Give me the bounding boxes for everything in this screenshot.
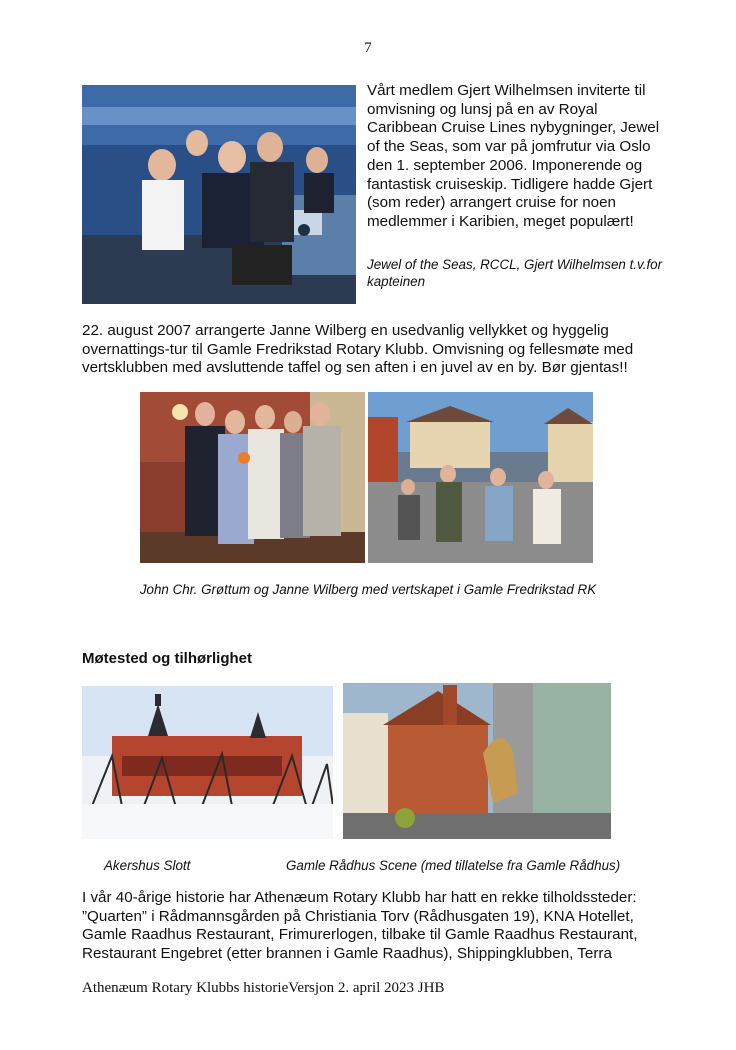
cruise-ship-bridge-photo [82,85,356,304]
meeting-places-paragraph: I vår 40-årige historie har Athenæum Rotary Klubb har hatt en rekke tilholdssteder: ”Quarten” i Rådmannsgården på Christiania Torv (Rådhusgaten 19), KNA Hotellet, Gamle Raadhus Restaurant, Frimurerlogen, tilbake til Gamle Raadhus Restaurant, Restaurant Engebret (etter brannen i Gamle Raadhus), Shippingklubben, Terra [82,889,638,963]
gamle-raadhus-photo [343,683,611,839]
akershus-caption: Akershus Slott [104,858,191,873]
page-number: 7 [364,40,372,56]
fredrikstad-group-photo [140,392,365,563]
section-heading: Møtested og tilhørlighet [82,650,252,667]
cruise-visit-paragraph: Vårt medlem Gjert Wilhelmsen inviterte til omvisning og lunsj på en av Royal Caribbean Cruise Lines nybygninger, Jewel of the Seas, som var på jomfrutur via Oslo den 1. september 2006. Imponerende og fantastisk cruiseskip. Tidligere hadde Gjert (som reder) arrangert cruise for noen medlemmer i Karibien, meget populært! [367,82,660,230]
cruise-photo-caption: Jewel of the Seas, RCCL, Gjert Wilhelmsen t.v.for kapteinen [367,257,663,289]
fredrikstad-square-photo [368,392,593,563]
fredrikstad-photo-caption: John Chr. Grøttum og Janne Wilberg med vertskapet i Gamle Fredrikstad RK [139,582,597,597]
raadhus-caption: Gamle Rådhus Scene (med tillatelse fra Gamle Rådhus) [286,858,621,873]
akershus-slott-photo [82,686,333,839]
fredrikstad-trip-paragraph: 22. august 2007 arrangerte Janne Wilberg en usedvanlig vellykket og hyggelig overnattings-tur til Gamle Fredrikstad Rotary Klubb. Omvisning og fellesmøte med vertsklubben med avsluttende taffel og sen aften i en juvel av en by. Bør gjentas!! [82,322,634,377]
page-footer: Athenæum Rotary Klubbs historieVersjon 2. april 2023 JHB [82,980,445,996]
